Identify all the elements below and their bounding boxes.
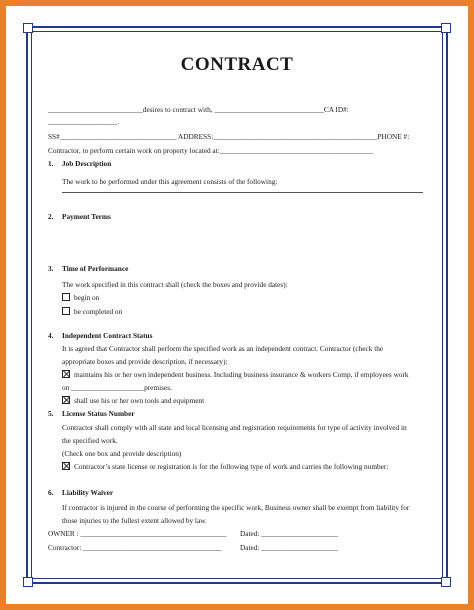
- document-page: [6, 6, 468, 604]
- section-6-number: 6.: [48, 488, 54, 497]
- own-tools-label: shall use his or her own tools and equipment: [74, 396, 205, 405]
- begin-on-label: begin on: [74, 293, 100, 302]
- section-1-number: 1.: [48, 159, 54, 168]
- owner-signature-line: OWNER : ________________________________________: [48, 529, 227, 538]
- party-line: __________________________desires to contract with, ______________________________CA ID#:: [48, 105, 349, 114]
- section-5-number: 5.: [48, 409, 54, 418]
- section-4-number: 4.: [48, 331, 54, 340]
- section-5-instruction: (Check one box and provide description): [62, 449, 182, 458]
- section-6-heading: Liability Waiver: [62, 488, 114, 497]
- section-5-heading: License Status Number: [62, 409, 135, 418]
- section-3-number: 3.: [48, 264, 54, 273]
- section-1-heading: Job Description: [62, 159, 112, 168]
- own-tools-option: [62, 396, 204, 406]
- section-6-text: If contractor is injured in the course of performing the specific work, Business owner shall be exempt from liability for: [62, 503, 410, 512]
- section-5-text-continued: the specified work.: [62, 436, 118, 445]
- section-4-text: It is agreed that Contractor shall perform the specified work as an independent contract. Contractor (check the: [62, 344, 384, 353]
- document-title: CONTRACT: [180, 54, 294, 75]
- section-2-heading: Payment Terms: [62, 212, 111, 221]
- section-4-text-continued: appropriate boxes and provide description, if necessary):: [62, 357, 228, 366]
- job-description-line: [62, 192, 423, 193]
- contractor-signature-line: Contractor: ______________________________________: [48, 543, 222, 552]
- own-tools-checkbox[interactable]: [62, 396, 70, 404]
- contractor-date-line: Dated: _____________________: [240, 543, 338, 552]
- state-license-option: [62, 462, 388, 472]
- completed-on-option: [62, 307, 122, 317]
- premises-line: on ____________________premises.: [62, 383, 172, 392]
- state-license-checkbox[interactable]: [62, 462, 70, 470]
- state-license-label: Contractor’s state license or registration is for the following type of work and carries the following number:: [74, 462, 389, 471]
- completed-on-label: be completed on: [74, 307, 123, 316]
- ss-address-phone-line: SS#________________________________ ADDRESS:_____________________________________________PHONE #:: [48, 132, 410, 141]
- property-location-line: Contractor, to perform certain work on property located at:__________________________________________: [48, 146, 373, 155]
- section-5-text: Contractor shall comply with all state and local licensing and registration requirements for type of activity involved in: [62, 423, 407, 432]
- section-3-text: The work specified in this contract shall (check the boxes and provide dates):: [62, 280, 288, 289]
- begin-on-option: [62, 293, 99, 303]
- section-2-number: 2.: [48, 212, 54, 221]
- section-1-text: The work to be performed under this agreement consists of the following:: [62, 177, 278, 186]
- section-4-heading: Independent Contract Status: [62, 331, 153, 340]
- section-6-text-continued: those injuries to the fullest extent allowed by law.: [62, 516, 207, 525]
- party-line-continued: ___________________.: [48, 117, 120, 126]
- independent-business-label: maintains his or her own independent business. Including business insurance & workers Comp, if employees work: [74, 370, 409, 379]
- completed-on-checkbox[interactable]: [62, 307, 70, 315]
- independent-business-option: [62, 370, 409, 380]
- independent-business-checkbox[interactable]: [62, 370, 70, 378]
- section-3-heading: Time of Performance: [62, 264, 129, 273]
- owner-date-line: Dated: _____________________: [240, 529, 338, 538]
- begin-on-checkbox[interactable]: [62, 293, 70, 301]
